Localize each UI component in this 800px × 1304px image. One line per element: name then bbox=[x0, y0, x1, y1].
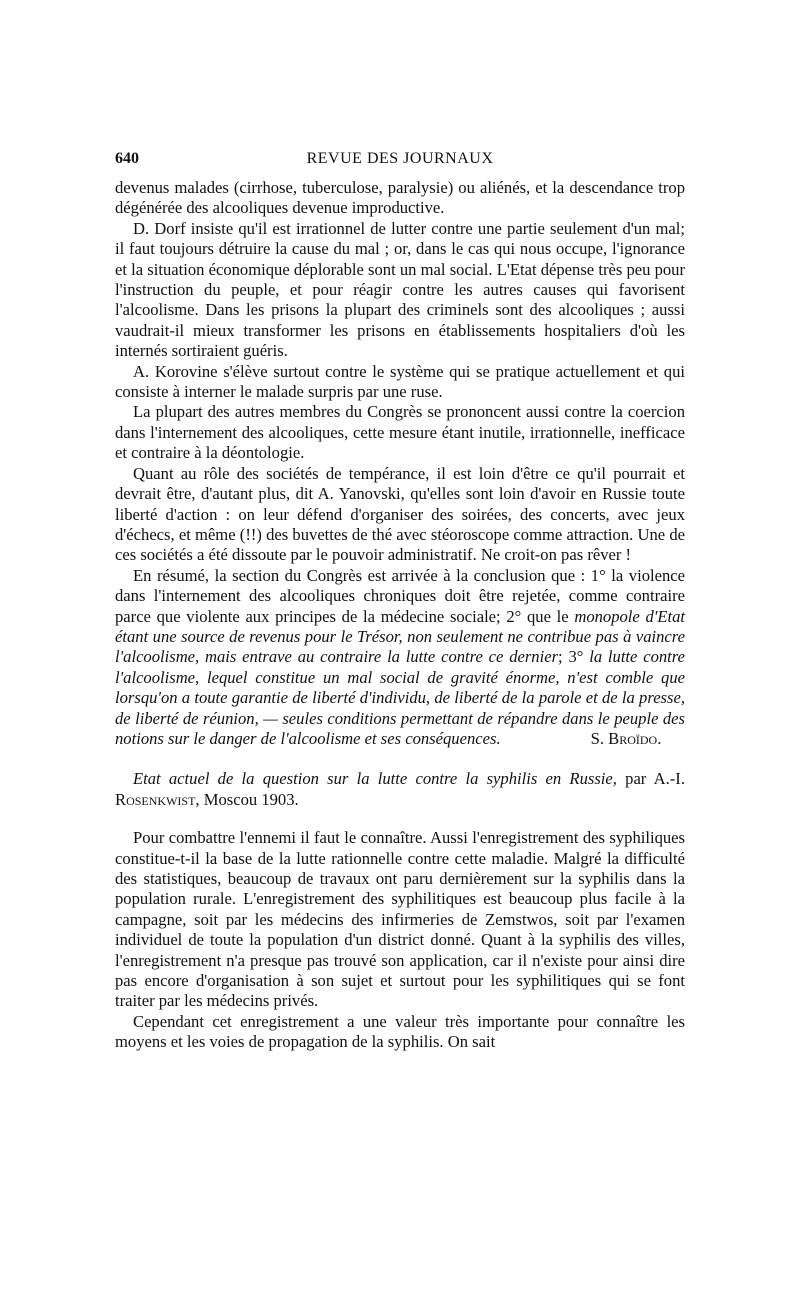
paragraph-syphilis-2: Cependant cet enregistrement a une valeur très importante pour connaître les moyens et les voies de propagation de la syphilis. On sait bbox=[115, 1011, 685, 1052]
running-title: REVUE DES JOURNAUX bbox=[306, 150, 494, 167]
resume-text: En résumé, la section du Congrès est arrivée à la conclusion que : 1° la violence dans l'internement des alcooliques chroniques doit être rejetée, comme contraire parce que violente aux principes de la médecine sociale; 2° que le bbox=[115, 565, 685, 626]
review-title: Etat actuel de la question sur la lutte contre la syphilis en Russie, bbox=[133, 769, 617, 789]
paragraph-korovine: A. Korovine s'élève surtout contre le système qui se pratique actuellement et qui consiste à interner le malade surpris par une ruse. bbox=[115, 361, 685, 402]
paragraph-syphilis-1: Pour combattre l'ennemi il faut le connaître. Aussi l'enregistrement des syphiliques constitue-t-il la base de la lutte rationnelle contre cette maladie. Malgré la difficulté des statistiques, beaucoup de travaux ont paru dernièrement sur la syphilis dans la population rurale. L'enregistrement des syphilitiques est beaucoup plus facile à la campagne, soit par les médecins des infirmeries de Zemstwos, soit par l'examen individuel de toute la population d'un district donné. Quant à la syphilis des villes, l'enregistrement n'a presque pas trouvé son application, car il n'existe pour ainsi dire pas encore d'organisation à son sujet et surtout pour les syphilitiques qui se font traiter par les médecins privés. bbox=[115, 828, 685, 1011]
resume-sep: ; 3° bbox=[558, 647, 590, 667]
paragraph-congres: La plupart des autres membres du Congrès se prononcent aussi contre la coercion dans l'internement des alcooliques, cette mesure étant inutile, irrationnelle, inefficace et contraire à la déontologie. bbox=[115, 402, 685, 463]
page-header bbox=[115, 150, 685, 170]
resume-italic-1: monopole d'Etat étant une source de revenus pour le Trésor, non seulement ne contribue pas à vaincre l'alcoolisme, mais entrave au contraire la lutte contre ce dernier bbox=[115, 606, 685, 667]
review-author: Rosenkwist bbox=[115, 789, 196, 809]
paragraph-resume bbox=[115, 566, 685, 750]
signature: S. Broïdo. bbox=[590, 728, 662, 748]
paragraph-temperance: Quant au rôle des sociétés de tempérance, il est loin d'être ce qu'il pourrait et devrait être, d'autant plus, dit A. Yanovski, qu'elles sont loin d'avoir en Russie toute liberté d'action : on leur défend d'organiser des soirées, des concerts, avec jeux d'échecs, et même (!!) des buvettes de thé avec stéoroscope comme attraction. Une de ces sociétés a été dissoute par le pouvoir administratif. Ne croit-on pas rêver ! bbox=[115, 463, 685, 565]
resume-italic-2: la lutte contre l'alcoolisme, lequel constitue un mal social de gravité énorme, n'est comble que lorsqu'on a toute garantie de liberté d'individu, de liberté de la parole et de la presse, de liberté de réunion, — seules conditions permettant de répandre dans le peuple des notions sur le danger de l'alcoolisme et ses conséquences. bbox=[115, 647, 685, 748]
paragraph-dorf: D. Dorf insiste qu'il est irrationnel de lutter contre une partie seulement d'un mal; il faut toujours détruire la cause du mal ; or, dans le cas qui nous occupe, l'ignorance et la situation économique déplorable sont un mal social. L'Etat dépense très peu pour l'instruction du peuple, et pour réagir contre les autres causes qui favorisent l'alcoolisme. Dans les prisons la plupart des criminels sont des alcooliques ; aussi vaudrait-il mieux transformer les prisons en établissements hospitaliers d'où les internés sortiraient guéris. bbox=[115, 218, 685, 361]
review-place-year: , Moscou 1903. bbox=[195, 789, 299, 809]
page-body bbox=[115, 178, 685, 1053]
review-heading bbox=[115, 769, 685, 810]
page-number: 640 bbox=[115, 150, 139, 167]
review-by: par A.-I. bbox=[625, 769, 685, 789]
paragraph-continuation: devenus malades (cirrhose, tuberculose, paralysie) ou aliénés, et la descendance trop dégénérée des alcooliques devenue improductive. bbox=[115, 178, 685, 218]
